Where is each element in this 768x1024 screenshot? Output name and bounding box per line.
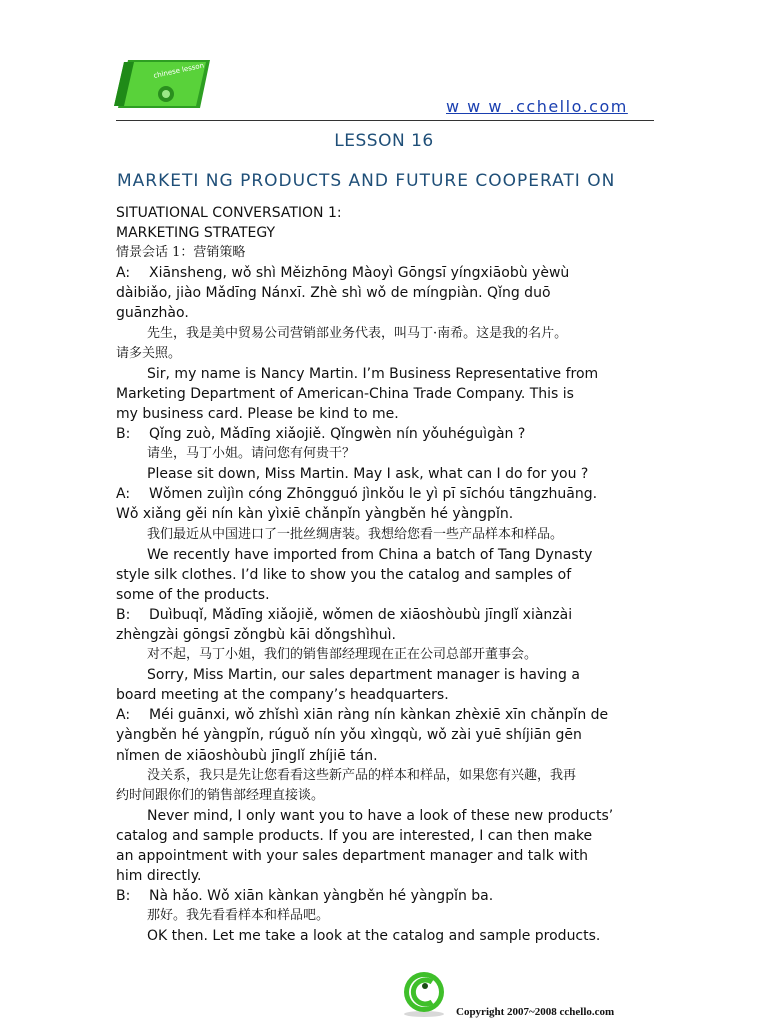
chinese-line: 我们最近从中国进口了一批丝绸唐装。我想给您看一些产品样本和样品。 — [147, 526, 564, 542]
pinyin-line: B: Duìbuqǐ, Mǎdīng xiǎojiě, wǒmen de xiāoshòubù jīnglǐ xiànzài — [116, 605, 652, 625]
english-line: board meeting at the company’s headquarters. — [116, 687, 449, 704]
english-line: my business card. Please be kind to me. — [116, 405, 399, 422]
english-line: Sir, my name is Nancy Martin. I’m Business Representative from — [147, 365, 599, 382]
english-line: Sorry, Miss Martin, our sales department manager is having a — [147, 667, 580, 684]
chinese-line: 请多关照。 — [116, 345, 182, 361]
pinyin-line: B: Qǐng zuò, Mǎdīng xiǎojiě. Qǐngwèn nín yǒuhéguìgàn ? — [116, 424, 652, 444]
pinyin-line: A: Méi guānxi, wǒ zhǐshì xiān ràng nín kànkan zhèxiē xīn chǎnpǐn de — [116, 705, 652, 725]
chinese-line: 先生，我是美中贸易公司营销部业务代表，叫马丁·南希。这是我的名片。 — [147, 325, 568, 341]
section-heading: SITUATIONAL CONVERSATION 1: — [116, 205, 342, 221]
header-divider — [116, 120, 654, 121]
pinyin-line: guānzhào. — [116, 305, 189, 322]
chinese-line: 对不起，马丁小姐，我们的销售部经理现在正在公司总部开董事会。 — [147, 647, 538, 663]
english-line: Marketing Department of American-China Trade Company. This is — [116, 385, 574, 402]
english-line: some of the products. — [116, 586, 270, 603]
english-line: Please sit down, Miss Martin. May I ask, what can I do for you ? — [147, 466, 589, 483]
speaker-label: B: — [116, 426, 131, 443]
copyright-text: Copyright 2007~2008 cchello.com — [456, 1006, 615, 1018]
pinyin-line: yàngběn hé yàngpǐn, rúguǒ nín yǒu xìngqù, wǒ zài yuē shíjiān gēn — [116, 727, 582, 744]
speaker-label: A: — [116, 707, 131, 724]
english-line: catalog and sample products. If you are interested, I can then make — [116, 827, 593, 844]
chinese-line: 那好。我先看看样本和样品吧。 — [147, 908, 330, 924]
section-heading-chinese: 情景会话 1：营销策略 — [116, 245, 246, 261]
english-line: Never mind, I only want you to have a look of these new products’ — [147, 807, 614, 824]
website-link[interactable]: w w w .cchello.com — [446, 97, 628, 116]
chinese-line: 没关系，我只是先让您看看这些新产品的样本和样品，如果您有兴趣，我再 — [147, 767, 577, 783]
pinyin-line: B: Nà hǎo. Wǒ xiān kànkan yàngběn hé yàngpǐn ba. — [116, 886, 652, 906]
english-line: We recently have imported from China a batch of Tang Dynasty — [147, 546, 593, 563]
pinyin-line: zhèngzài gōngsī zǒngbù kāi dǒngshìhuì. — [116, 626, 396, 643]
english-line: OK then. Let me take a look at the catalog and sample products. — [147, 928, 601, 945]
pinyin-line: dàibiǎo, jiào Mǎdīng Nánxī. Zhè shì wǒ de míngpiàn. Qǐng duō — [116, 285, 551, 302]
pinyin-line: Wǒ xiǎng gěi nín kàn yìxiē chǎnpǐn yàngběn hé yàngpǐn. — [116, 506, 514, 523]
cchello-footer-logo — [396, 968, 452, 1018]
pinyin-line: A: Xiānsheng, wǒ shì Měizhōng Màoyì Gōngsī yíngxiāobù yèwù — [116, 263, 652, 283]
speaker-label: A: — [116, 265, 131, 282]
chinese-line: 请坐，马丁小姐。请问您有何贵干？ — [147, 446, 356, 462]
logo-text: chinese lesson — [152, 61, 205, 80]
english-line: an appointment with your sales department manager and talk with — [116, 848, 588, 864]
english-line: him directly. — [116, 868, 202, 885]
chinese-line: 约时间跟你们的销售部经理直接谈。 — [116, 787, 325, 803]
conversation-body — [116, 203, 652, 946]
chinese-lesson-book-logo — [114, 58, 210, 110]
english-line: style silk clothes. I’d like to show you the catalog and samples of — [116, 566, 572, 583]
pinyin-line: A: Wǒmen zuìjìn cóng Zhōngguó jìnkǒu le yì pī sīchóu tāngzhuāng. — [116, 484, 652, 504]
lesson-subtitle: MARKETI NG PRODUCTS AND FUTURE COOPERATI ON — [117, 171, 616, 191]
pinyin-line: nǐmen de xiāoshòubù jīnglǐ zhíjiē tán. — [116, 747, 378, 764]
speaker-label: A: — [116, 486, 131, 503]
speaker-label: B: — [116, 606, 131, 623]
speaker-label: B: — [116, 888, 131, 905]
lesson-title: LESSON 16 — [334, 131, 434, 151]
section-subheading: MARKETING STRATEGY — [116, 225, 276, 242]
